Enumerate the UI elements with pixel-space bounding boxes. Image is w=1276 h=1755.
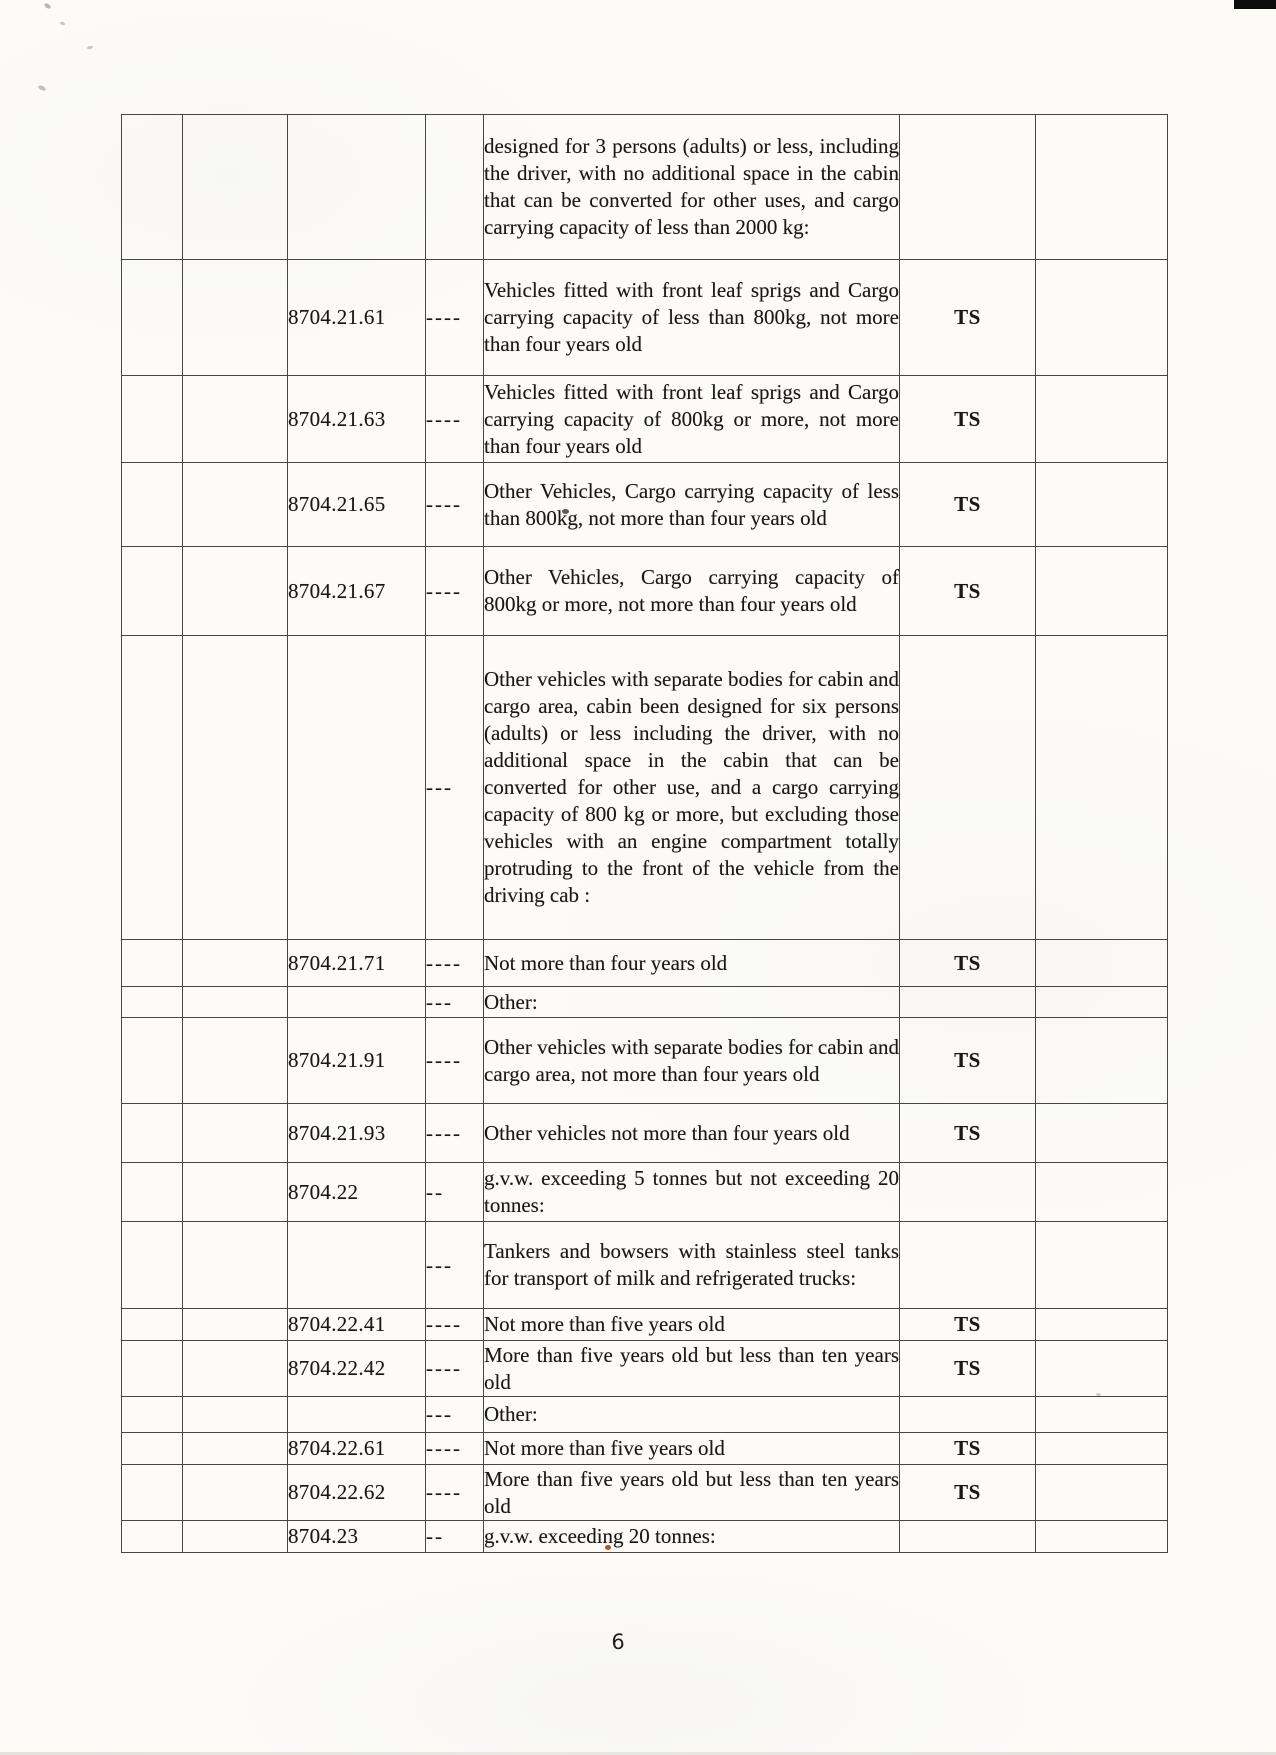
cell-description: Not more than four years old	[484, 940, 900, 987]
table-row	[122, 376, 1168, 463]
cell-hs-code: 8704.22.42	[288, 1341, 426, 1397]
cell-heading-col-1	[122, 1341, 183, 1397]
cell-indent-dashes: ---	[426, 1222, 484, 1309]
table-row	[122, 1018, 1168, 1104]
cell-hs-code	[288, 115, 426, 260]
cell-description: Other Vehicles, Cargo carrying capacity of 800kg or more, not more than four years old	[484, 547, 900, 636]
cell-heading-col-2	[183, 1163, 288, 1222]
cell-heading-col-2	[183, 376, 288, 463]
table-row	[122, 1163, 1168, 1222]
cell-indent-dashes: ----	[426, 1465, 484, 1521]
cell-description: g.v.w. exceeding 5 tonnes but not exceeding 20 tonnes:	[484, 1163, 900, 1222]
cell-remarks	[1036, 987, 1168, 1018]
cell-tariff-code	[900, 987, 1036, 1018]
table-row	[122, 1222, 1168, 1309]
cell-description: Other:	[484, 987, 900, 1018]
cell-hs-code: 8704.22	[288, 1163, 426, 1222]
cell-hs-code	[288, 987, 426, 1018]
cell-description: designed for 3 persons (adults) or less, including the driver, with no additional space in the cabin that can be converted for other uses, and cargo carrying capacity of less than 2000 kg:	[484, 115, 900, 260]
cell-remarks	[1036, 547, 1168, 636]
cell-hs-code: 8704.22.61	[288, 1433, 426, 1465]
cell-remarks	[1036, 1163, 1168, 1222]
table-row	[122, 1521, 1168, 1553]
cell-hs-code: 8704.21.63	[288, 376, 426, 463]
cell-tariff-code: TS	[900, 1309, 1036, 1341]
cell-heading-col-1	[122, 115, 183, 260]
cell-heading-col-2	[183, 1341, 288, 1397]
table-row	[122, 260, 1168, 376]
cell-tariff-code: TS	[900, 547, 1036, 636]
cell-description: More than five years old but less than ten years old	[484, 1341, 900, 1397]
table-row	[122, 463, 1168, 547]
cell-heading-col-2	[183, 1222, 288, 1309]
cell-heading-col-2	[183, 1433, 288, 1465]
table-row	[122, 1397, 1168, 1433]
cell-heading-col-2	[183, 115, 288, 260]
cell-indent-dashes: ----	[426, 1104, 484, 1163]
scan-speck	[38, 84, 47, 91]
table-row	[122, 1309, 1168, 1341]
cell-remarks	[1036, 1222, 1168, 1309]
cell-description: Vehicles fitted with front leaf sprigs and Cargo carrying capacity of 800kg or more, not more than four years old	[484, 376, 900, 463]
cell-description: More than five years old but less than ten years old	[484, 1465, 900, 1521]
cell-description: Other vehicles with separate bodies for cabin and cargo area, cabin been designed for six persons (adults) or less including the driver, with no additional space in the cabin that can be converted for other use, and a cargo carrying capacity of 800 kg or more, but excluding those vehicles with an engine compartment totally protruding to the front of the vehicle from the driving cab :	[484, 636, 900, 940]
cell-indent-dashes: --	[426, 1521, 484, 1553]
cell-indent-dashes: ----	[426, 1433, 484, 1465]
cell-heading-col-1	[122, 547, 183, 636]
cell-indent-dashes: ----	[426, 376, 484, 463]
cell-heading-col-2	[183, 547, 288, 636]
cell-tariff-code: TS	[900, 376, 1036, 463]
cell-description: Tankers and bowsers with stainless steel tanks for transport of milk and refrigerated trucks:	[484, 1222, 900, 1309]
table-row	[122, 987, 1168, 1018]
cell-heading-col-2	[183, 1465, 288, 1521]
cell-remarks	[1036, 940, 1168, 987]
cell-heading-col-2	[183, 1309, 288, 1341]
cell-heading-col-2	[183, 987, 288, 1018]
cell-description: Not more than five years old	[484, 1309, 900, 1341]
cell-hs-code: 8704.22.41	[288, 1309, 426, 1341]
cell-heading-col-1	[122, 940, 183, 987]
table-row	[122, 115, 1168, 260]
cell-description: Other vehicles with separate bodies for cabin and cargo area, not more than four years old	[484, 1018, 900, 1104]
cell-heading-col-1	[122, 1222, 183, 1309]
cell-indent-dashes: ----	[426, 260, 484, 376]
cell-remarks	[1036, 1465, 1168, 1521]
cell-remarks	[1036, 463, 1168, 547]
cell-tariff-code	[900, 1397, 1036, 1433]
scan-corner-mark	[1234, 0, 1276, 9]
tariff-schedule-table	[121, 114, 1168, 1553]
cell-indent-dashes: ----	[426, 463, 484, 547]
table-row	[122, 1465, 1168, 1521]
cell-indent-dashes: ----	[426, 1309, 484, 1341]
cell-heading-col-1	[122, 987, 183, 1018]
cell-hs-code: 8704.21.67	[288, 547, 426, 636]
cell-hs-code: 8704.21.93	[288, 1104, 426, 1163]
cell-hs-code: 8704.21.91	[288, 1018, 426, 1104]
cell-remarks	[1036, 1341, 1168, 1397]
cell-indent-dashes: ----	[426, 940, 484, 987]
cell-heading-col-1	[122, 376, 183, 463]
cell-heading-col-2	[183, 1397, 288, 1433]
scan-speck	[87, 45, 94, 49]
cell-tariff-code	[900, 115, 1036, 260]
cell-hs-code: 8704.22.62	[288, 1465, 426, 1521]
cell-remarks	[1036, 115, 1168, 260]
cell-heading-col-1	[122, 1309, 183, 1341]
cell-tariff-code	[900, 1521, 1036, 1553]
cell-description: Other Vehicles, Cargo carrying capacity of less than 800kg, not more than four years old	[484, 463, 900, 547]
cell-heading-col-2	[183, 940, 288, 987]
cell-heading-col-1	[122, 260, 183, 376]
cell-tariff-code	[900, 1163, 1036, 1222]
cell-tariff-code: TS	[900, 260, 1036, 376]
cell-description: Other:	[484, 1397, 900, 1433]
table-row	[122, 1433, 1168, 1465]
cell-tariff-code	[900, 1222, 1036, 1309]
cell-hs-code	[288, 1222, 426, 1309]
cell-heading-col-1	[122, 1433, 183, 1465]
cell-tariff-code: TS	[900, 1341, 1036, 1397]
cell-remarks	[1036, 1018, 1168, 1104]
cell-heading-col-2	[183, 1018, 288, 1104]
cell-heading-col-2	[183, 1104, 288, 1163]
scan-speck	[43, 2, 51, 9]
table-row	[122, 547, 1168, 636]
cell-indent-dashes: ---	[426, 636, 484, 940]
cell-heading-col-1	[122, 1465, 183, 1521]
cell-tariff-code: TS	[900, 1018, 1036, 1104]
cell-remarks	[1036, 1309, 1168, 1341]
cell-heading-col-2	[183, 463, 288, 547]
cell-remarks	[1036, 1397, 1168, 1433]
cell-description: Other vehicles not more than four years old	[484, 1104, 900, 1163]
page-number: 6	[611, 1630, 625, 1654]
cell-indent-dashes: ---	[426, 987, 484, 1018]
cell-hs-code: 8704.23	[288, 1521, 426, 1553]
table-row	[122, 636, 1168, 940]
cell-heading-col-1	[122, 1163, 183, 1222]
cell-remarks	[1036, 636, 1168, 940]
cell-heading-col-2	[183, 636, 288, 940]
cell-remarks	[1036, 1433, 1168, 1465]
cell-remarks	[1036, 1521, 1168, 1553]
cell-description: g.v.w. exceeding 20 tonnes:	[484, 1521, 900, 1553]
cell-indent-dashes: --	[426, 1163, 484, 1222]
cell-heading-col-1	[122, 1397, 183, 1433]
table-row	[122, 940, 1168, 987]
cell-heading-col-1	[122, 1104, 183, 1163]
cell-description: Not more than five years old	[484, 1433, 900, 1465]
cell-heading-col-1	[122, 1521, 183, 1553]
cell-remarks	[1036, 1104, 1168, 1163]
table-row	[122, 1341, 1168, 1397]
cell-tariff-code: TS	[900, 463, 1036, 547]
cell-tariff-code: TS	[900, 1433, 1036, 1465]
scan-speck	[60, 21, 66, 26]
cell-remarks	[1036, 260, 1168, 376]
cell-heading-col-1	[122, 1018, 183, 1104]
cell-indent-dashes: ----	[426, 1018, 484, 1104]
cell-heading-col-2	[183, 260, 288, 376]
table-row	[122, 1104, 1168, 1163]
cell-tariff-code: TS	[900, 1104, 1036, 1163]
cell-hs-code	[288, 1397, 426, 1433]
cell-indent-dashes: ----	[426, 1341, 484, 1397]
cell-indent-dashes: ----	[426, 547, 484, 636]
cell-heading-col-1	[122, 463, 183, 547]
cell-indent-dashes	[426, 115, 484, 260]
cell-hs-code: 8704.21.65	[288, 463, 426, 547]
cell-tariff-code: TS	[900, 940, 1036, 987]
cell-tariff-code	[900, 636, 1036, 940]
cell-remarks	[1036, 376, 1168, 463]
cell-description: Vehicles fitted with front leaf sprigs and Cargo carrying capacity of less than 800kg, not more than four years old	[484, 260, 900, 376]
cell-hs-code	[288, 636, 426, 940]
cell-hs-code: 8704.21.61	[288, 260, 426, 376]
cell-heading-col-2	[183, 1521, 288, 1553]
cell-heading-col-1	[122, 636, 183, 940]
cell-indent-dashes: ---	[426, 1397, 484, 1433]
cell-tariff-code: TS	[900, 1465, 1036, 1521]
cell-hs-code: 8704.21.71	[288, 940, 426, 987]
